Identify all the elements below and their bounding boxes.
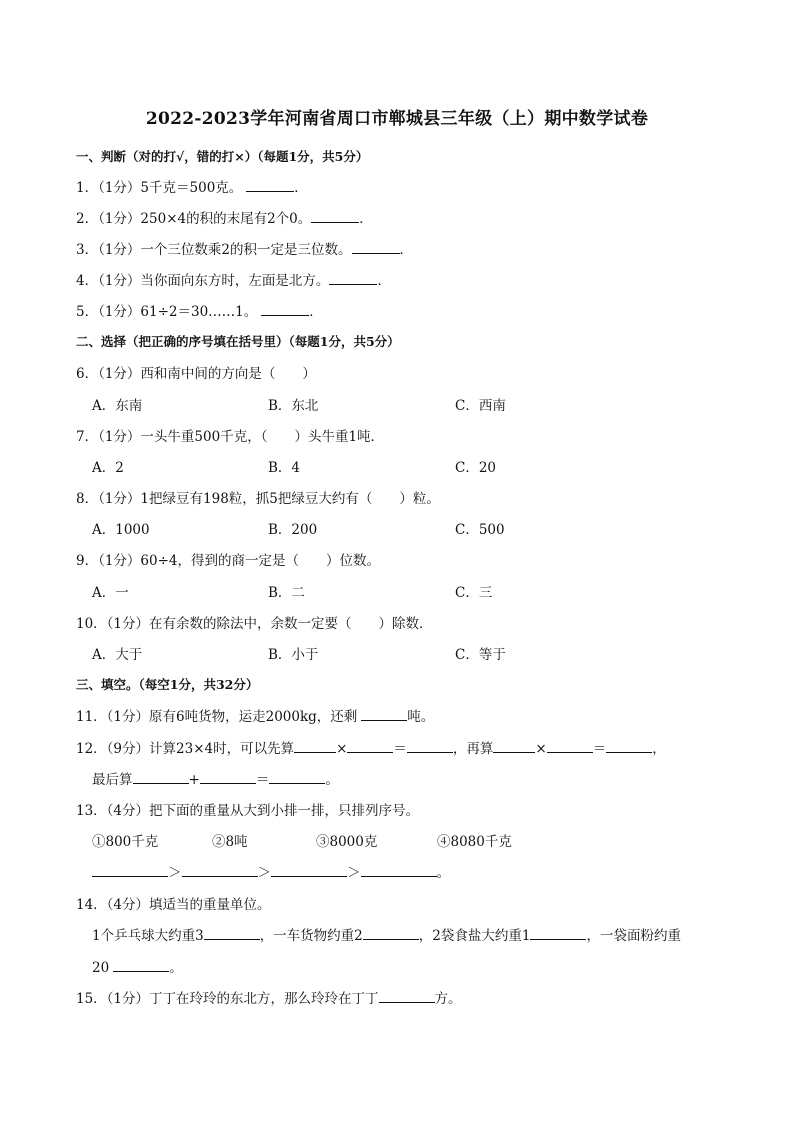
question-14-part-c: ，2袋食盐大约重1 [418,928,531,944]
answer-blank[interactable] [363,925,419,940]
answer-blank[interactable] [113,957,169,972]
answer-blank[interactable] [204,925,260,940]
equals-sign: ＝ [592,741,607,757]
question-14-part-e: 20 [92,960,110,976]
question-14-line-2 [92,956,183,976]
greater-than-sign: ＞ [168,865,182,881]
answer-blank[interactable] [352,239,400,254]
greater-than-sign: ＞ [347,865,361,881]
answer-blank[interactable] [92,862,168,877]
question-12-text: 12．（9分）计算23×4时，可以先算 [76,741,295,757]
answer-blank[interactable] [200,769,256,784]
answer-blank[interactable] [246,177,294,192]
answer-blank[interactable] [294,738,336,753]
question-5-text: 5．（1分）61÷2＝30……1。 [76,304,258,320]
answer-blank[interactable] [493,738,535,753]
question-15-suffix: 方。 [434,991,462,1007]
answer-blank[interactable] [261,301,309,316]
option-b[interactable]: B．200 [268,522,318,538]
question-13-stem: 13．（4分）把下面的重量从大到小排一排，只排列序号。 [76,803,420,819]
answer-blank[interactable] [311,208,359,223]
question-7-stem: 7．（1分）一头牛重500千克，（ ）头牛重1吨． [76,429,385,445]
question-14-part-d: ，一袋面粉约重 [586,928,681,944]
option-b[interactable]: B．4 [268,460,301,476]
option-a[interactable]: A．东南 [92,398,143,414]
period: ． [359,211,373,227]
question-10-stem: 10．（1分）在有余数的除法中，余数一定要（ ）除数． [76,616,433,632]
option-c[interactable]: C．500 [455,522,505,538]
question-2-text: 2．（1分）250×4的积的末尾有2个0。 [76,211,312,227]
plus-sign: + [188,772,200,788]
question-15-text: 15．（1分）丁丁在玲玲的东北方，那么玲玲在丁丁 [76,991,379,1007]
option-b[interactable]: B．二 [268,585,305,601]
answer-blank[interactable] [361,706,407,721]
comma: ， [652,741,666,757]
question-14-part-a: 1个乒乓球大约重3 [92,928,204,944]
option-c[interactable]: C．20 [455,460,497,476]
question-12-finally: 最后算 [92,772,133,788]
section-heading-choice: 二、选择（把正确的序号填在括号里）（每题1分，共5分） [76,334,400,349]
question-1-text: 1．（1分）5千克＝500克。 [76,180,243,196]
question-14-part-b: ，一车货物约重2 [259,928,363,944]
question-8-stem: 8．（1分）1把绿豆有198粒，抓5把绿豆大约有（ ）粒。 [76,491,440,507]
question-1 [76,176,308,196]
question-4-text: 4．（1分）当你面向东方时，左面是北方。 [76,273,330,289]
question-12-line-1 [76,737,666,757]
weight-item: ①800千克 [92,834,159,850]
greater-than-sign: ＞ [257,865,271,881]
answer-blank[interactable] [329,270,377,285]
question-13-answer-line [92,861,450,881]
equals-sign: ＝ [393,741,407,757]
option-a[interactable]: A．一 [92,585,129,601]
period: 。 [436,865,450,881]
option-c[interactable]: C．西南 [455,398,506,414]
question-11-unit: 吨。 [407,709,435,725]
answer-blank[interactable] [133,769,189,784]
question-14-stem: 14．（4分）填适当的重量单位。 [76,897,271,913]
answer-blank[interactable] [271,862,347,877]
section-heading-judgement: 一、判断（对的打√，错的打×）（每题1分，共5分） [76,149,369,164]
question-14-line-1 [92,924,681,944]
option-a[interactable]: A．1000 [92,522,150,538]
answer-blank[interactable] [379,988,435,1003]
question-6-stem: 6．（1分）西和南中间的方向是（ ） [76,366,316,382]
answer-blank[interactable] [182,862,258,877]
times-sign: × [336,741,348,757]
answer-blank[interactable] [547,738,593,753]
times-sign: × [535,741,547,757]
question-12-then: ，再算 [452,741,494,757]
question-4 [76,269,391,289]
weight-item: ②8吨 [212,834,248,850]
option-a[interactable]: A．2 [92,460,124,476]
answer-blank[interactable] [269,769,325,784]
equals-sign: ＝ [255,772,270,788]
question-3-text: 3．（1分）一个三位数乘2的积一定是三位数。 [76,242,352,258]
question-3 [76,238,413,258]
page-title: 2022-2023学年河南省周口市郸城县三年级（上）期中数学试卷 [145,109,649,129]
answer-blank[interactable] [606,738,652,753]
question-12-line-2 [92,768,339,788]
question-2 [76,207,373,227]
period: ． [294,180,308,196]
section-heading-fill-in: 三、填空。（每空1分，共32分） [76,677,259,692]
answer-blank[interactable] [407,738,453,753]
option-c[interactable]: C．三 [455,585,493,601]
option-b[interactable]: B．东北 [268,398,319,414]
answer-blank[interactable] [347,738,393,753]
option-c[interactable]: C．等于 [455,647,506,663]
weight-item: ④8080千克 [437,834,512,850]
answer-blank[interactable] [361,862,437,877]
question-11-text: 11．（1分）原有6吨货物，运走2000kg，还剩 [76,709,358,725]
answer-blank[interactable] [530,925,586,940]
period: 。 [169,960,183,976]
question-11 [76,705,434,725]
option-b[interactable]: B．小于 [268,647,319,663]
weight-item: ③8000克 [316,834,378,850]
question-15 [76,987,462,1007]
option-a[interactable]: A．大于 [92,647,143,663]
period: 。 [325,772,339,788]
period: ． [309,304,323,320]
question-9-stem: 9．（1分）60÷4，得到的商一定是（ ）位数。 [76,553,381,569]
period: ． [399,242,414,258]
question-5 [76,300,323,320]
period: ． [377,273,391,289]
